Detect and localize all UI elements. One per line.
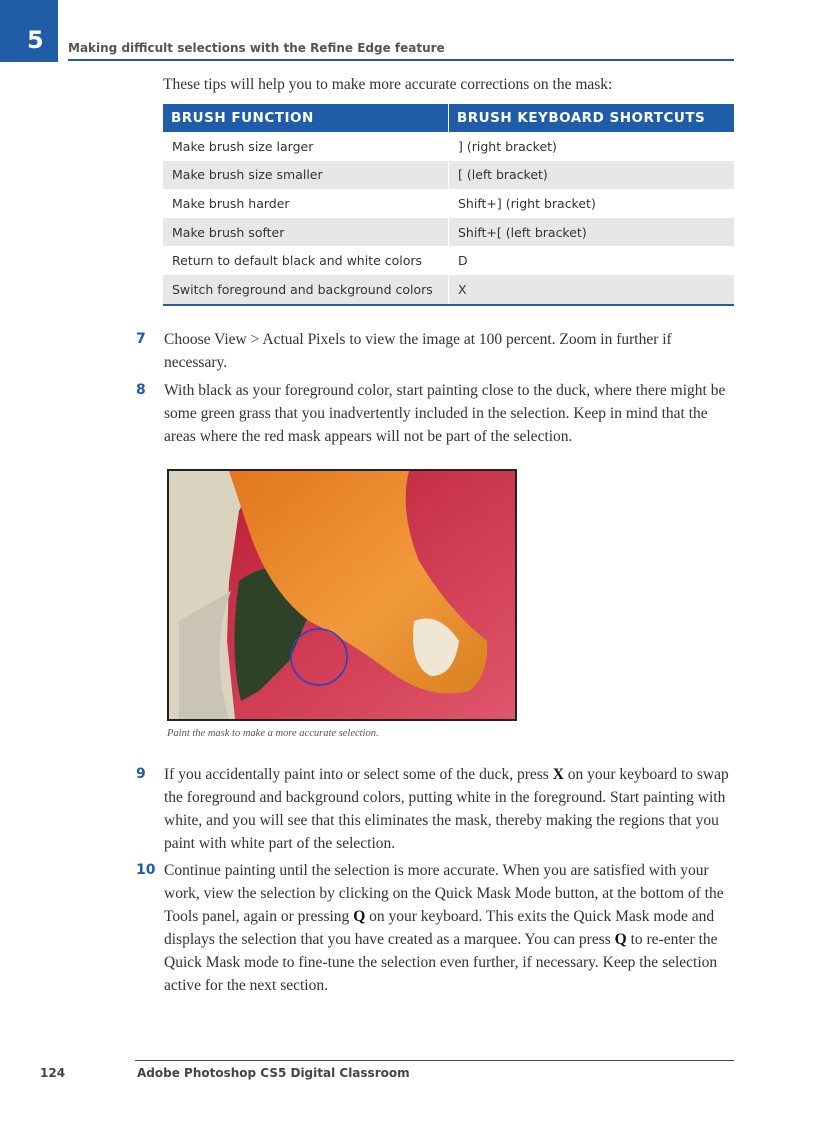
column-header-function: BRUSH FUNCTION (163, 104, 449, 132)
step-number: 9 (136, 766, 146, 782)
step-text: If you accidentally paint into or select some of the duck, press X on your keyboard to swap the foreground and background colors, putting white in the foreground. Start painting with white, and you will see that this eliminates the mask, thereby making the regions that you paint with white part of the selection. (164, 766, 729, 852)
page-number: 124 (40, 1066, 66, 1080)
shortcut-cell: ] (right bracket) (458, 138, 557, 154)
table-row (163, 161, 734, 190)
function-cell: Return to default black and white colors (163, 246, 449, 275)
step-text: Choose View > Actual Pixels to view the image at 100 percent. Zoom in further if necessary. (164, 331, 672, 371)
duck-mask-image (169, 471, 515, 719)
step-10 (136, 859, 736, 997)
header-rule (68, 59, 734, 61)
table-row (163, 275, 734, 305)
keyboard-key: X (552, 766, 564, 783)
footer-rule (135, 1060, 734, 1061)
step-7 (136, 328, 736, 374)
shortcut-cell: [ (left bracket) (449, 161, 735, 190)
step-text: With black as your foreground color, start painting close to the duck, where there might be some green grass that you inadvertently included in the selection. Keep in mind that the areas where the red mask appears will not be part of the selection. (164, 382, 726, 445)
table-header-row (163, 104, 734, 132)
running-head: Making difficult selections with the Refine Edge feature (68, 41, 445, 55)
book-title: Adobe Photoshop CS5 Digital Classroom (137, 1066, 410, 1080)
step-8 (136, 379, 736, 448)
table-row (163, 246, 734, 275)
table-row (163, 189, 734, 218)
function-cell: Make brush size smaller (163, 161, 449, 190)
function-cell: Make brush harder (163, 189, 449, 218)
chapter-number: 5 (27, 26, 44, 54)
table-row (163, 218, 734, 247)
step-number: 8 (136, 382, 146, 398)
shortcut-cell: Shift+[ (left bracket) (449, 218, 735, 247)
brush-shortcuts-table (163, 104, 734, 306)
step-text: Continue painting until the selection is more accurate. When you are satisfied with your work, view the selection by clicking on the Quick Mask Mode button, at the bottom of the Tools panel, again or pressing Q on your keyboard. This exits the Quick Mask mode and displays the selection that you have created as a marquee. You can press Q to re-enter the Quick Mask mode to fine-tune the selection even further, if necessary. Keep the selection active for the next section. (164, 862, 724, 994)
function-cell: Make brush size larger (163, 132, 449, 161)
column-header-shortcuts: BRUSH KEYBOARD SHORTCUTS (449, 104, 735, 132)
shortcut-cell: X (449, 275, 735, 305)
step-9 (136, 763, 736, 855)
step-number: 10 (136, 862, 156, 878)
function-cell: Make brush softer (163, 218, 449, 247)
step-number: 7 (136, 331, 146, 347)
shortcut-cell: D (458, 253, 468, 269)
function-cell: Switch foreground and background colors (163, 275, 449, 305)
chapter-tab (0, 0, 58, 62)
shortcut-cell: Shift+] (right bracket) (458, 195, 596, 211)
keyboard-key: Q (614, 931, 627, 948)
table-row (163, 132, 734, 161)
figure-caption: Paint the mask to make a more accurate selection. (167, 728, 379, 739)
keyboard-key: Q (353, 908, 366, 925)
duck-mask-screenshot (167, 469, 517, 721)
intro-paragraph: These tips will help you to make more accurate corrections on the mask: (163, 76, 613, 93)
